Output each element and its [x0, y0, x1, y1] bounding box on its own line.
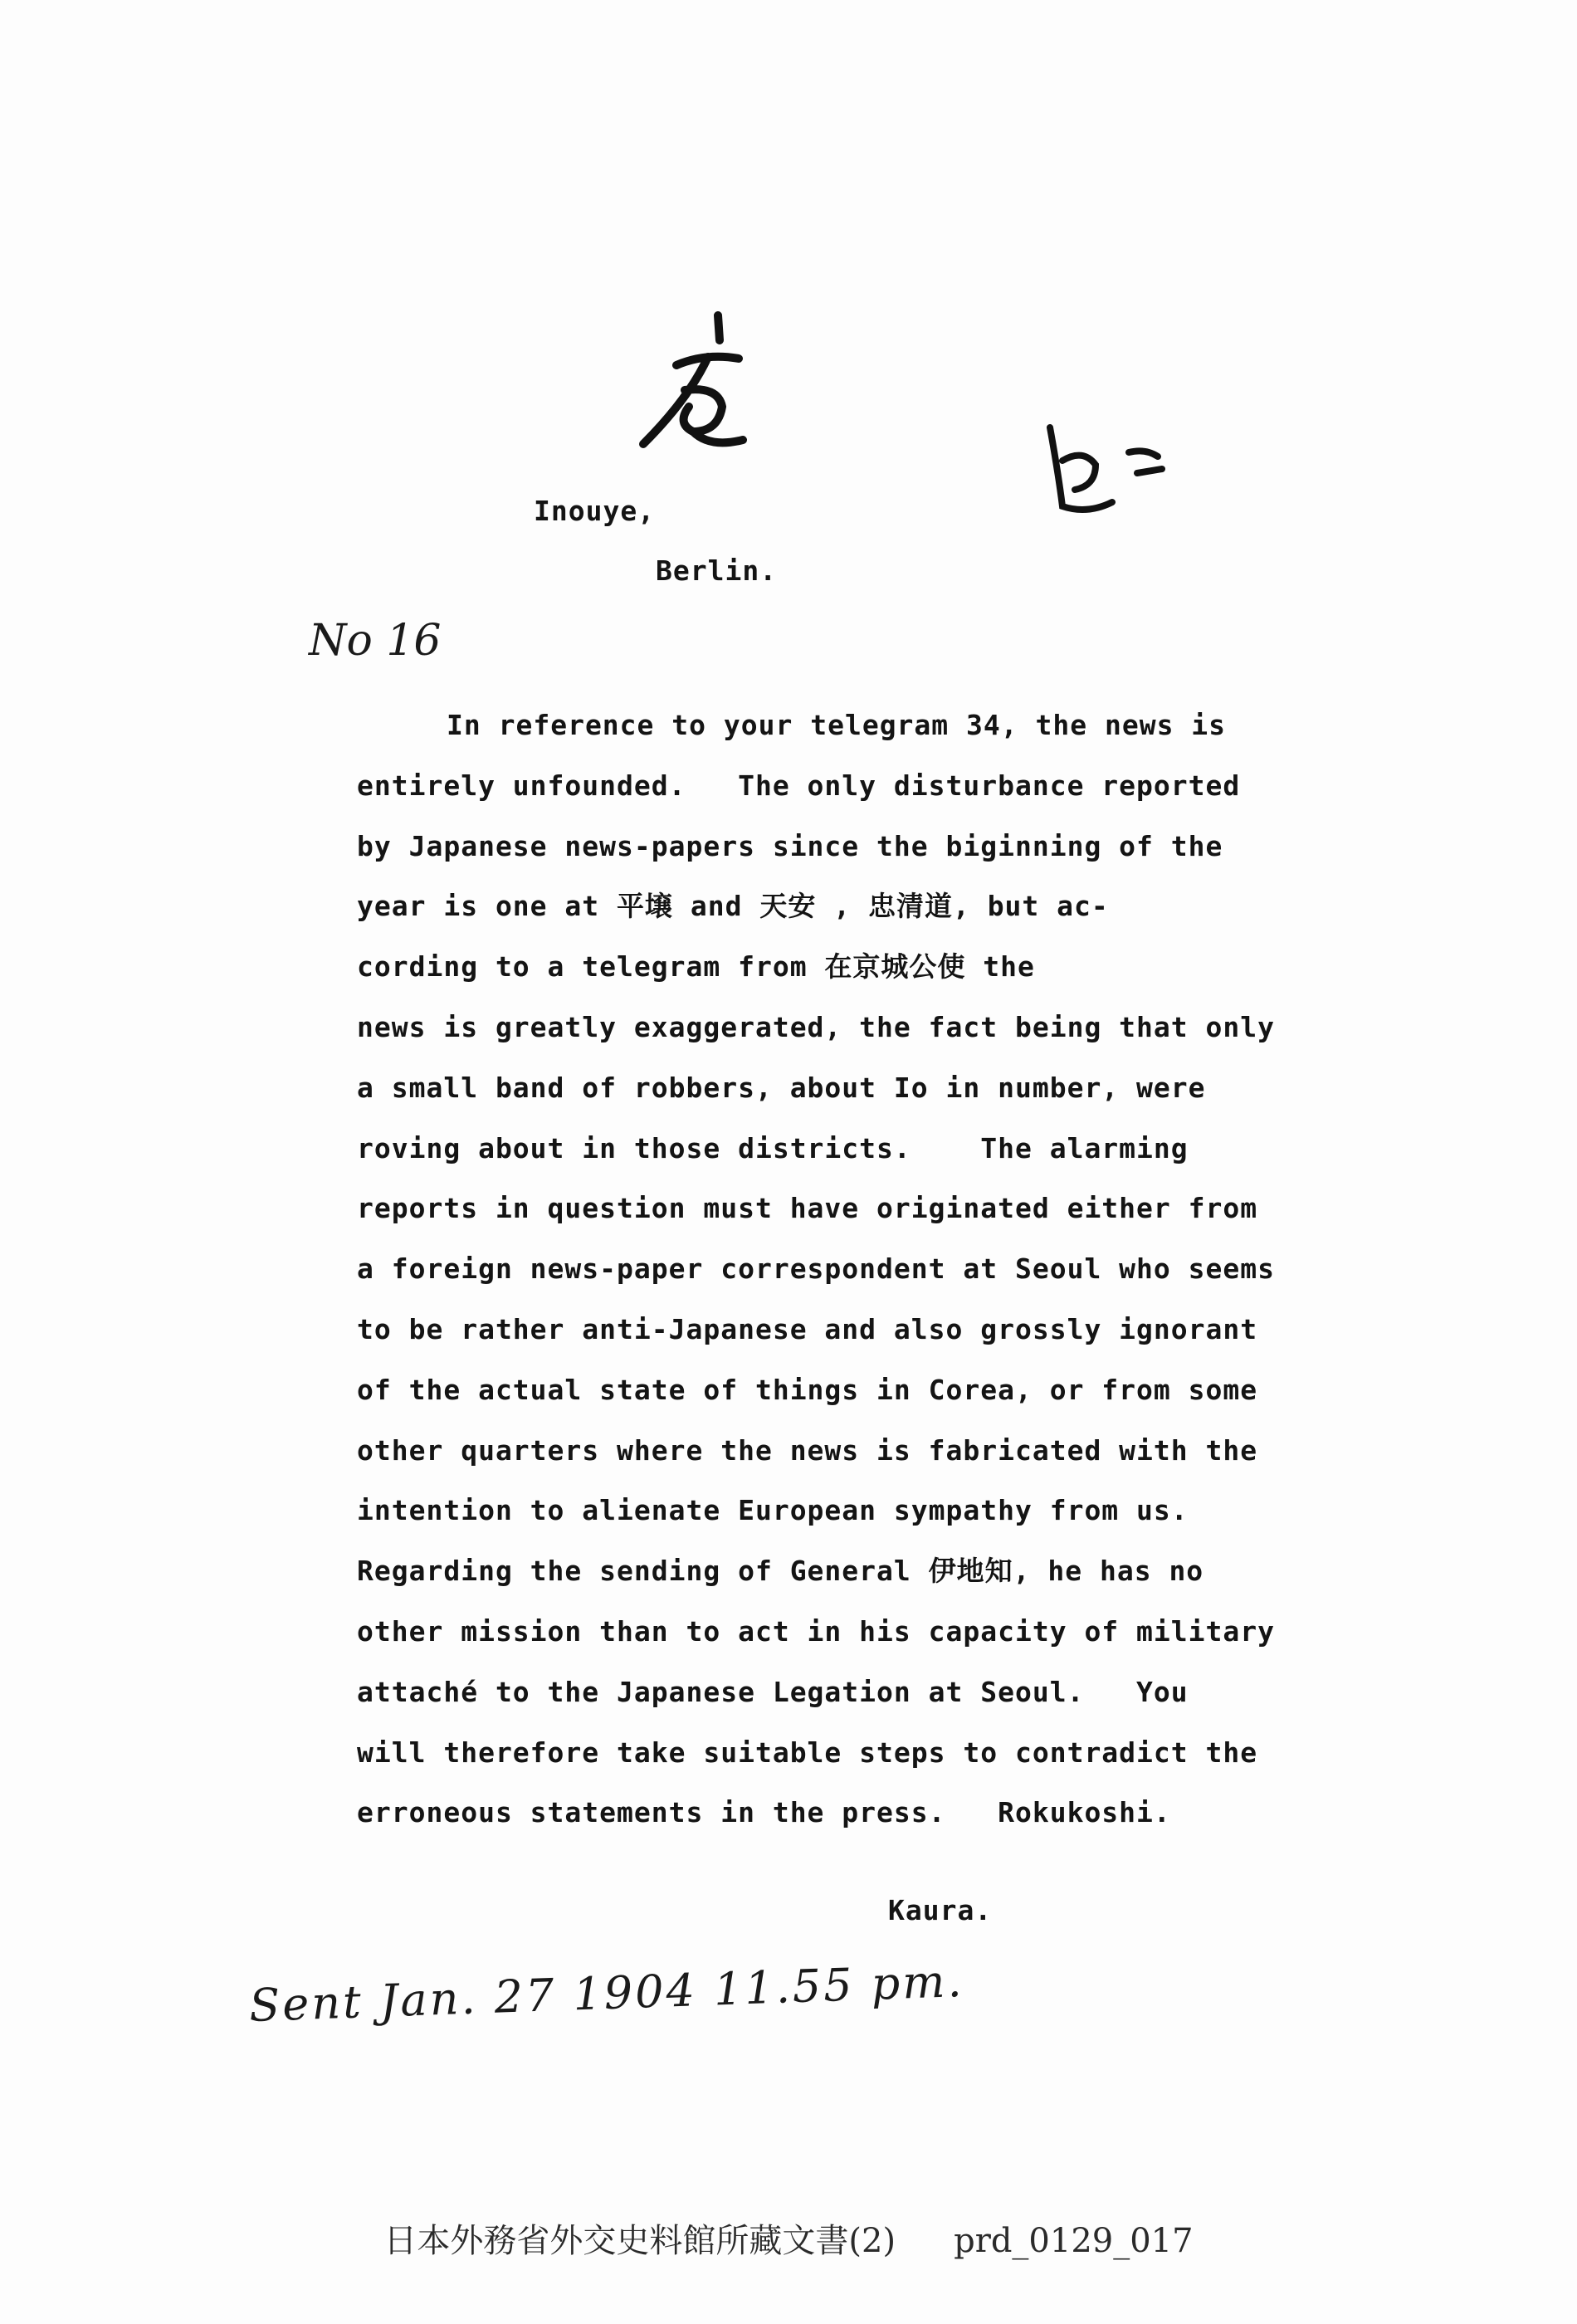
body-line: of the actual state of things in Corea, or from some	[357, 1373, 1258, 1406]
body-line: Regarding the sending of General 伊地知, he has no	[357, 1555, 1204, 1588]
body-line: other quarters where the news is fabricated with the	[357, 1433, 1258, 1467]
body-line: reports in question must have originated either from	[357, 1192, 1258, 1225]
addressee: Inouye,	[534, 495, 656, 527]
document-id: prd_0129_017	[954, 2222, 1194, 2260]
reference-number: No 16	[309, 616, 442, 666]
body-line: other mission than to act in his capacity of military	[357, 1614, 1275, 1648]
body-line: erroneous statements in the press. Rokukoshi.	[357, 1796, 1171, 1829]
body-line: roving about in those districts. The alarming	[357, 1131, 1189, 1164]
body-line: by Japanese news-papers since the biginning of the	[357, 829, 1223, 862]
body-line: will therefore take suitable steps to contradict the	[357, 1736, 1258, 1769]
sent-note: Sent Jan. 27 1904 11.55 pm.	[248, 1954, 965, 2033]
body-line: intention to alienate European sympathy from us.	[357, 1494, 1189, 1527]
brush-mark-left	[627, 307, 784, 473]
body-line: to be rather anti-Japanese and also grossly ignorant	[357, 1312, 1258, 1345]
body-line: a foreign news-paper correspondent at Seoul who seems	[357, 1252, 1275, 1286]
archive-label: 日本外務省外交史料館所藏文書(2)	[383, 2222, 896, 2260]
body-line: news is greatly exaggerated, the fact being that only	[357, 1010, 1275, 1043]
body-line: attaché to the Japanese Legation at Seoul. You	[357, 1675, 1189, 1708]
signature: Kaura.	[888, 1894, 993, 1926]
body-line: entirely unfounded. The only disturbance reported	[357, 769, 1241, 802]
body-line: cording to a telegram from 在京城公使 the	[357, 950, 1035, 984]
body-line: year is one at 平壌 and 天安 , 忠清道, but ac-	[357, 890, 1109, 923]
body-line: In reference to your telegram 34, the news is	[447, 709, 1227, 741]
telegram-body	[357, 696, 1336, 1843]
addressee-city: Berlin.	[656, 554, 778, 587]
archive-footer	[0, 2214, 1577, 2262]
brush-mark-right	[1038, 415, 1179, 531]
body-line: a small band of robbers, about Io in number, were	[357, 1071, 1206, 1104]
